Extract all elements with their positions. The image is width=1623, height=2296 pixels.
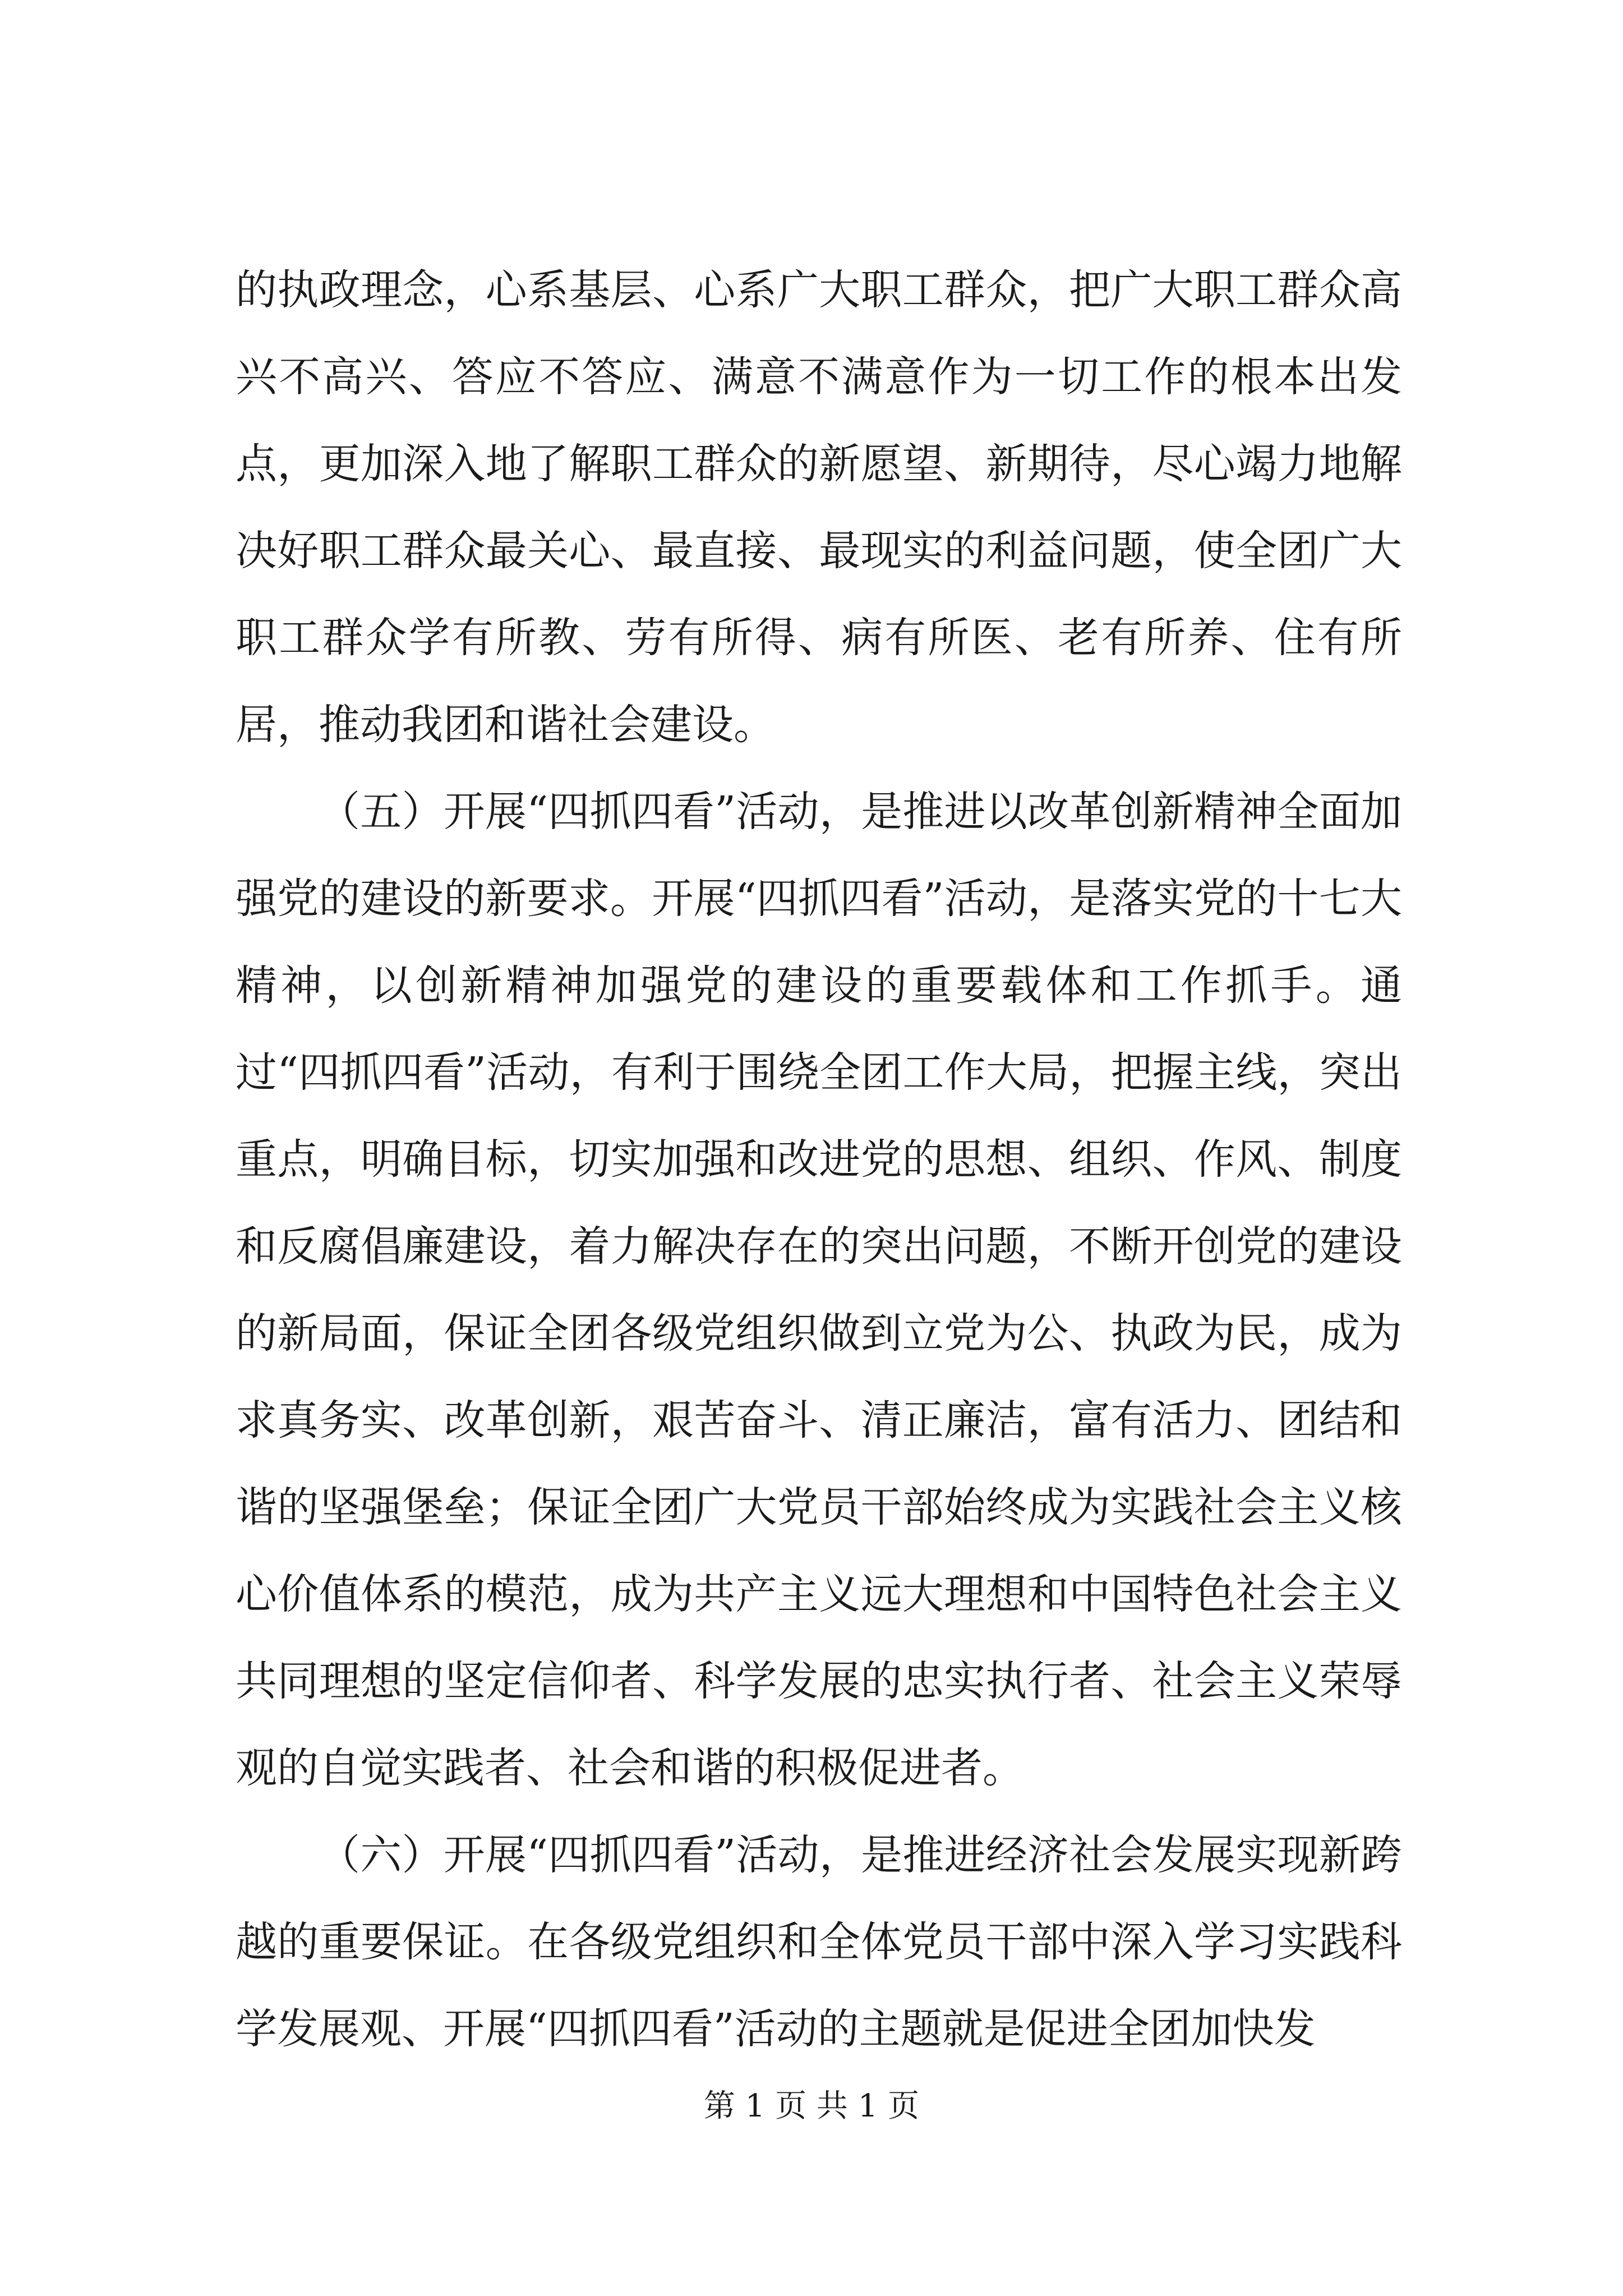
document-body	[236, 247, 1402, 2073]
paragraph-section-6: （六）开展“四抓四看”活动，是推进经济社会发展实现新跨越的重要保证。在各级党组织和全体党员干部中深入学习实践科学发展观、开展“四抓四看”活动的主题就是促进全团加快发	[236, 1831, 1402, 2053]
page-footer: 第 1 页 共 1 页	[703, 2088, 920, 2124]
paragraph-section-5: （五）开展“四抓四看”活动，是推进以改革创新精神全面加强党的建设的新要求。开展“四抓四看”活动，是落实党的十七大精神，以创新精神加强党的建设的重要载体和工作抓手。通过“四抓四看”活动，有利于围绕全团工作大局，把握主线，突出重点，明确目标，切实加强和改进党的思想、组织、作风、制度和反腐倡廉建设，着力解决存在的突出问题，不断开创党的建设的新局面，保证全团各级党组织做到立党为公、执政为民，成为求真务实、改革创新，艰苦奋斗、清正廉洁，富有活力、团结和谐的坚强堡垒；保证全团广大党员干部始终成为实践社会主义核心价值体系的模范，成为共产主义远大理想和中国特色社会主义共同理想的坚定信仰者、科学发展的忠实执行者、社会主义荣辱观的自觉实践者、社会和谐的积极促进者。	[236, 788, 1402, 1792]
paragraph-continuation: 的执政理念，心系基层、心系广大职工群众，把广大职工群众高兴不高兴、答应不答应、满意不满意作为一切工作的根本出发点，更加深入地了解职工群众的新愿望、新期待，尽心竭力地解决好职工群众最关心、最直接、最现实的利益问题，使全团广大职工群众学有所教、劳有所得、病有所医、老有所养、住有所居，推动我团和谐社会建设。	[236, 266, 1402, 749]
